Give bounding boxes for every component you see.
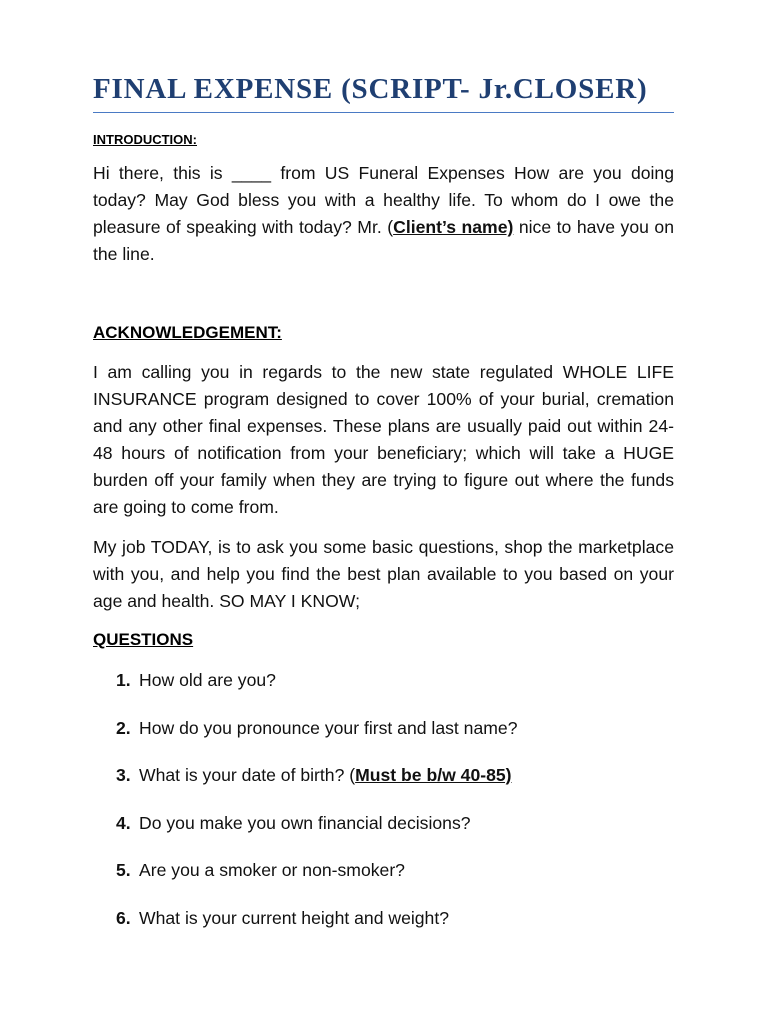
question-number: 1. xyxy=(116,670,131,690)
question-text: What is your date of birth? ( xyxy=(139,765,356,785)
client-name-placeholder: Client’s name) xyxy=(393,217,514,237)
question-item xyxy=(93,717,674,739)
question-text: How old are you? xyxy=(139,670,276,690)
question-number: 5. xyxy=(116,860,131,880)
introduction-paragraph xyxy=(93,160,674,268)
question-number: 2. xyxy=(116,717,131,738)
question-item xyxy=(93,859,674,881)
question-item xyxy=(93,812,674,834)
question-text: Are you a smoker or non-smoker? xyxy=(139,860,405,880)
acknowledgement-paragraph-2: My job TODAY, is to ask you some basic questions, shop the marketplace with you, and help you find the best plan available to you based on your age and health. SO MAY I KNOW; xyxy=(93,537,674,611)
question-number: 4. xyxy=(116,812,131,833)
question-number: 6. xyxy=(116,907,131,928)
acknowledgement-paragraph-1: I am calling you in regards to the new state regulated WHOLE LIFE INSURANCE program designed to cover 100% of your burial, cremation and any other final expenses. These plans are usually paid out within 24-48 hours of notification from your beneficiary; which will take a HUGE burden off your family when they are trying to figure out where the funds are going to come from. xyxy=(93,362,674,517)
document-title: FINAL EXPENSE (SCRIPT- Jr.CLOSER) xyxy=(93,70,674,113)
acknowledgement-heading: ACKNOWLEDGEMENT: xyxy=(93,323,282,342)
document-page xyxy=(93,70,674,929)
questions-list xyxy=(93,669,674,929)
question-text: How do you pronounce your first and last name? xyxy=(139,717,518,738)
question-item xyxy=(93,907,674,929)
introduction-heading: INTRODUCTION: xyxy=(93,132,197,147)
introduction-text-after: nice to have you on the line. xyxy=(93,217,674,264)
question-text: What is your current height and weight? xyxy=(139,907,450,928)
question-item xyxy=(93,764,674,786)
question-item xyxy=(93,669,674,691)
introduction-text-before: Hi there, this is ____ from US Funeral Expenses How are you doing today? May God bless you with a healthy life. To whom do I owe the pleasure of speaking with today? Mr. ( xyxy=(93,163,674,237)
question-emphasis: Must be b/w 40-85) xyxy=(355,765,512,785)
question-text: Do you make you own financial decisions? xyxy=(139,812,471,833)
questions-heading: QUESTIONS xyxy=(93,630,194,649)
question-number: 3. xyxy=(116,765,131,785)
